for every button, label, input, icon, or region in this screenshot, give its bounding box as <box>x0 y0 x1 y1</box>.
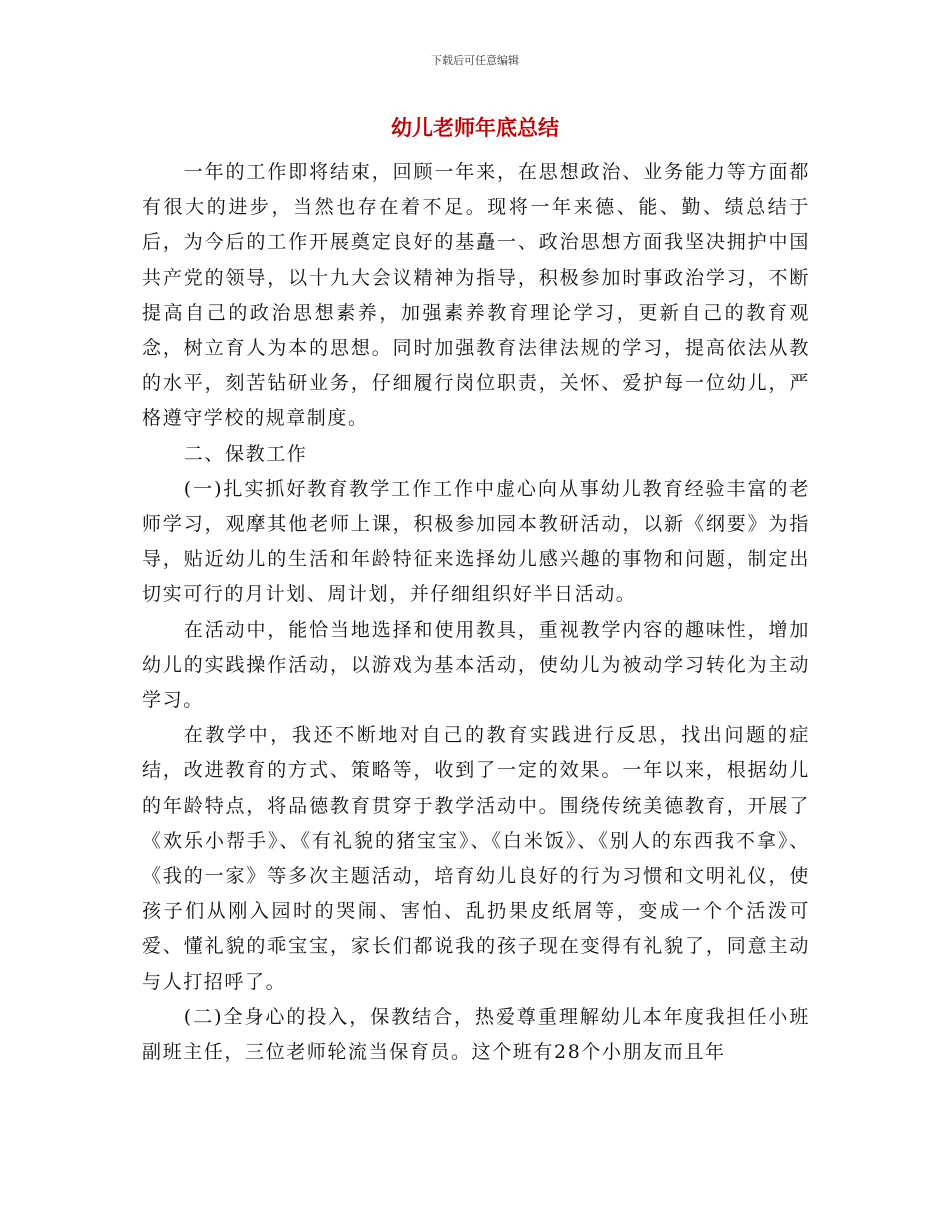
document-title: 幼儿老师年底总结 <box>391 116 559 140</box>
paragraph-activities: 在活动中，能恰当地选择和使用教具，重视教学内容的趣味性，增加幼儿的实践操作活动，以游戏为基本活动，使幼儿为被动学习转化为主动学习。 <box>142 618 810 712</box>
page-header-note: 下载后可任意编辑 <box>431 54 519 67</box>
paragraph-section-heading: 二、保教工作 <box>183 442 308 465</box>
document-body <box>142 155 810 1070</box>
paragraph-teaching-work: (一)扎实抓好教育教学工作工作中虚心向从事幼儿教育经验丰富的老师学习，观摩其他老师上课，积极参加园本教研活动，以新《纲要》为指导，贴近幼儿的生活和年龄特征来选择幼儿感兴趣的事物和问题，制定出切实可行的月计划、周计划，并仔细组织好半日活动。 <box>142 477 810 606</box>
paragraph-intro: 一年的工作即将结束，回顾一年来，在思想政治、业务能力等方面都有很大的进步，当然也存在着不足。现将一年来德、能、勤、绩总结于后，为今后的工作开展奠定良好的基矗一、政治思想方面我坚决拥护中国共产党的领导，以十九大会议精神为指导，积极参加时事政治学习，不断提高自己的政治思想素养，加强素养教育理论学习，更新自己的教育观念，树立育人为本的思想。同时加强教育法律法规的学习，提高依法从教的水平，刻苦钻研业务，仔细履行岗位职责，关怀、爱护每一位幼儿，严格遵守学校的规章制度。 <box>142 161 810 430</box>
paragraph-reflection: 在教学中，我还不断地对自己的教育实践进行反思，找出问题的症结，改进教育的方式、策略等，收到了一定的效果。一年以来，根据幼儿的年龄特点，将品德教育贯穿于教学活动中。围绕传统美德教育，开展了《欢乐小帮手》、《有礼貌的猪宝宝》、《白米饭》、《别人的东西我不拿》、《我的一家》等多次主题活动，培育幼儿良好的行为习惯和文明礼仪，使孩子们从刚入园时的哭闹、害怕、乱扔果皮纸屑等，变成一个个活泼可爱、懂礼貌的乖宝宝，家长们都说我的孩子现在变得有礼貌了，同意主动与人打招呼了。 <box>142 724 810 993</box>
paragraph-care-education: (二)全身心的投入，保教结合，热爱尊重理解幼儿本年度我担任小班副班主任，三位老师轮流当保育员。这个班有28个小朋友而且年 <box>142 1005 810 1064</box>
